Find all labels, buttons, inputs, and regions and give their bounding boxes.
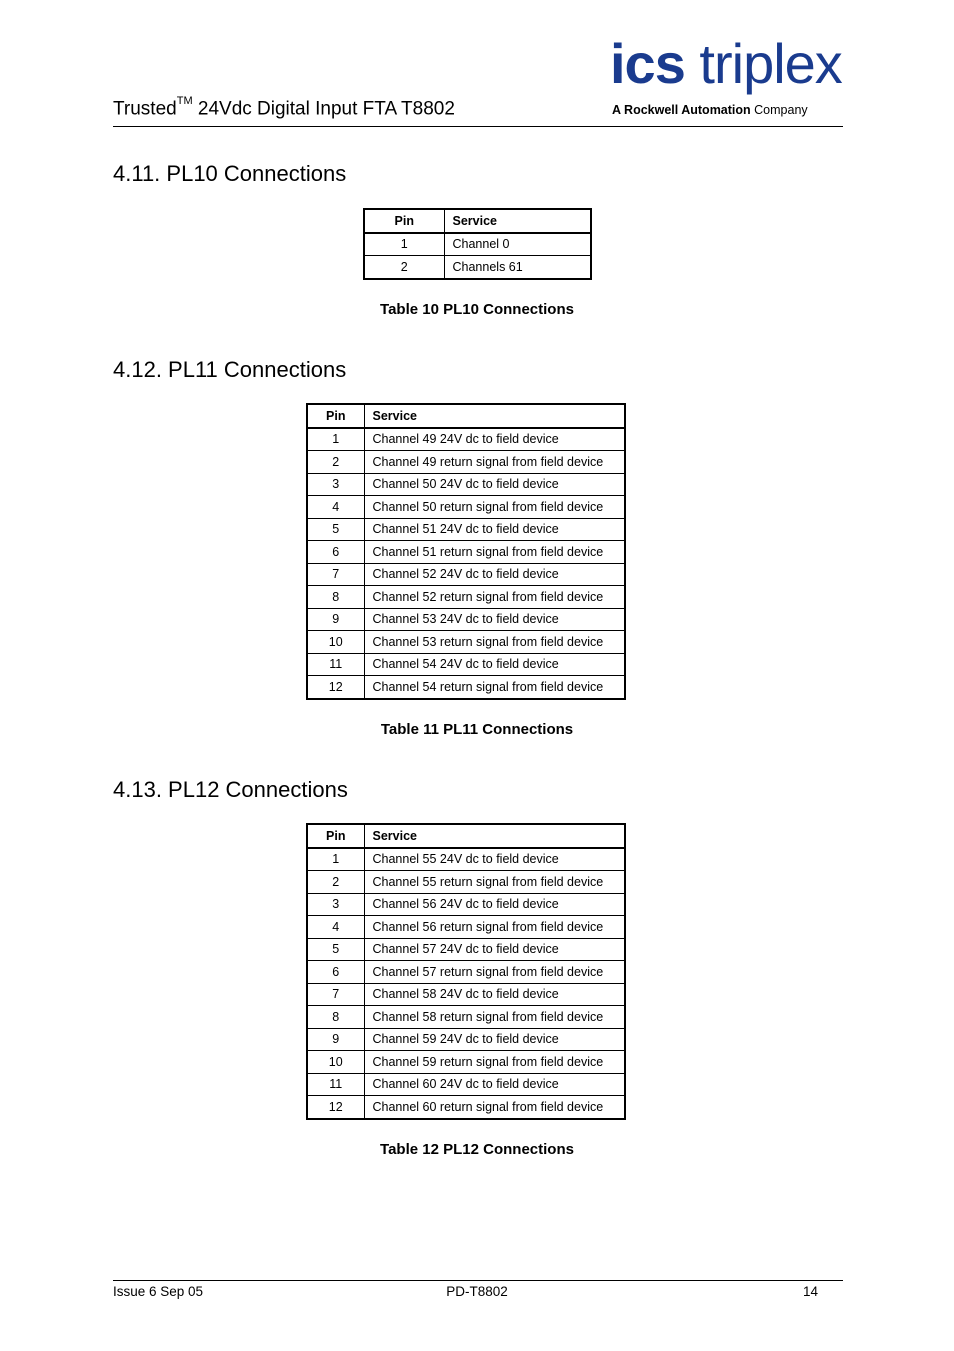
pin-cell: 11 — [307, 653, 364, 676]
service-cell: Channel 58 return signal from field device — [364, 1006, 625, 1029]
pin-cell: 2 — [307, 871, 364, 894]
service-cell: Channel 50 24V dc to field device — [364, 473, 625, 496]
pin-cell: 7 — [307, 983, 364, 1006]
table-row — [307, 871, 625, 894]
column-header-service: Service — [364, 824, 625, 848]
service-cell: Channels 61 — [444, 256, 591, 279]
pin-cell: 10 — [307, 1051, 364, 1074]
table-row — [307, 473, 625, 496]
title-rest: 24Vdc Digital Input FTA T8802 — [192, 98, 455, 120]
logo-tag-bold: A Rockwell Automation — [612, 103, 751, 117]
table-row — [307, 496, 625, 519]
table-row — [364, 256, 591, 279]
pin-cell: 8 — [307, 586, 364, 609]
pin-cell: 1 — [307, 848, 364, 871]
table-row — [307, 676, 625, 699]
service-cell: Channel 60 return signal from field device — [364, 1096, 625, 1119]
table-row — [307, 893, 625, 916]
pin-cell: 1 — [307, 428, 364, 451]
service-cell: Channel 52 return signal from field device — [364, 586, 625, 609]
pin-cell: 11 — [307, 1073, 364, 1096]
service-cell: Channel 55 return signal from field device — [364, 871, 625, 894]
document-title — [113, 95, 455, 120]
logo-ics: ics — [610, 32, 685, 95]
service-cell: Channel 50 return signal from field device — [364, 496, 625, 519]
service-cell: Channel 49 return signal from field device — [364, 451, 625, 474]
pin-cell: 4 — [307, 916, 364, 939]
table-row — [307, 1051, 625, 1074]
logo-tagline — [612, 103, 808, 117]
logo-wordmark — [610, 34, 842, 94]
table-pl11 — [306, 403, 626, 700]
section-heading-pl11: 4.12. PL11 Connections — [113, 357, 347, 382]
table-row — [307, 961, 625, 984]
pin-cell: 9 — [307, 608, 364, 631]
service-cell: Channel 55 24V dc to field device — [364, 848, 625, 871]
table-body — [307, 428, 625, 699]
service-cell: Channel 53 24V dc to field device — [364, 608, 625, 631]
pin-cell: 1 — [364, 233, 444, 256]
table-row — [307, 848, 625, 871]
pin-cell: 2 — [364, 256, 444, 279]
service-cell: Channel 52 24V dc to field device — [364, 563, 625, 586]
service-cell: Channel 51 24V dc to field device — [364, 518, 625, 541]
column-header-pin: Pin — [307, 824, 364, 848]
service-cell: Channel 49 24V dc to field device — [364, 428, 625, 451]
table-row — [307, 451, 625, 474]
table-row — [307, 631, 625, 654]
table-caption-pl12: Table 12 PL12 Connections — [380, 1141, 574, 1158]
pin-cell: 3 — [307, 893, 364, 916]
pin-cell: 7 — [307, 563, 364, 586]
service-cell: Channel 59 24V dc to field device — [364, 1028, 625, 1051]
table-row — [307, 608, 625, 631]
table-body — [307, 848, 625, 1119]
table-body — [364, 233, 591, 279]
table-row — [307, 1073, 625, 1096]
section-heading-pl10: 4.11. PL10 Connections — [113, 161, 347, 186]
column-header-service: Service — [364, 404, 625, 428]
table-header-row — [307, 824, 625, 848]
table-row — [307, 1006, 625, 1029]
table-row — [307, 541, 625, 564]
table-row — [307, 1096, 625, 1119]
table-header-row — [307, 404, 625, 428]
table-row — [307, 938, 625, 961]
pin-cell: 10 — [307, 631, 364, 654]
service-cell: Channel 57 return signal from field device — [364, 961, 625, 984]
pin-cell: 3 — [307, 473, 364, 496]
table-header-row — [364, 209, 591, 233]
table-row — [307, 653, 625, 676]
service-cell: Channel 57 24V dc to field device — [364, 938, 625, 961]
pin-cell: 4 — [307, 496, 364, 519]
logo-tag-company: Company — [750, 103, 808, 117]
pin-cell: 12 — [307, 1096, 364, 1119]
table-row — [364, 233, 591, 256]
table-row — [307, 983, 625, 1006]
table-caption-pl10: Table 10 PL10 Connections — [380, 301, 574, 318]
table-row — [307, 563, 625, 586]
pin-cell: 5 — [307, 938, 364, 961]
table-row — [307, 916, 625, 939]
pin-cell: 8 — [307, 1006, 364, 1029]
column-header-pin: Pin — [364, 209, 444, 233]
footer-issue: Issue 6 Sep 05 — [113, 1284, 204, 1299]
table-row — [307, 1028, 625, 1051]
pin-cell: 9 — [307, 1028, 364, 1051]
logo-triplex: triplex — [684, 32, 842, 95]
pin-cell: 6 — [307, 541, 364, 564]
table-row — [307, 428, 625, 451]
table-pl12 — [306, 823, 626, 1120]
title-prefix: Trusted — [113, 98, 177, 120]
pin-cell: 6 — [307, 961, 364, 984]
table-row — [307, 586, 625, 609]
service-cell: Channel 54 24V dc to field device — [364, 653, 625, 676]
pin-cell: 2 — [307, 451, 364, 474]
footer-doc-id: PD-T8802 — [446, 1284, 508, 1299]
pin-cell: 12 — [307, 676, 364, 699]
ics-triplex-logo — [610, 32, 845, 122]
service-cell: Channel 59 return signal from field device — [364, 1051, 625, 1074]
column-header-service: Service — [444, 209, 591, 233]
service-cell: Channel 51 return signal from field device — [364, 541, 625, 564]
service-cell: Channel 56 return signal from field device — [364, 916, 625, 939]
pin-cell: 5 — [307, 518, 364, 541]
service-cell: Channel 54 return signal from field device — [364, 676, 625, 699]
service-cell: Channel 53 return signal from field device — [364, 631, 625, 654]
service-cell: Channel 58 24V dc to field device — [364, 983, 625, 1006]
table-caption-pl11: Table 11 PL11 Connections — [380, 721, 574, 738]
section-heading-pl12: 4.13. PL12 Connections — [113, 777, 348, 802]
header-divider — [113, 126, 843, 127]
service-cell: Channel 0 — [444, 233, 591, 256]
table-row — [307, 518, 625, 541]
table-pl10 — [363, 208, 592, 280]
column-header-pin: Pin — [307, 404, 364, 428]
footer-page-number: 14 — [802, 1284, 818, 1299]
service-cell: Channel 56 24V dc to field device — [364, 893, 625, 916]
footer-divider — [113, 1280, 843, 1281]
service-cell: Channel 60 24V dc to field device — [364, 1073, 625, 1096]
trademark-superscript: TM — [176, 95, 193, 107]
